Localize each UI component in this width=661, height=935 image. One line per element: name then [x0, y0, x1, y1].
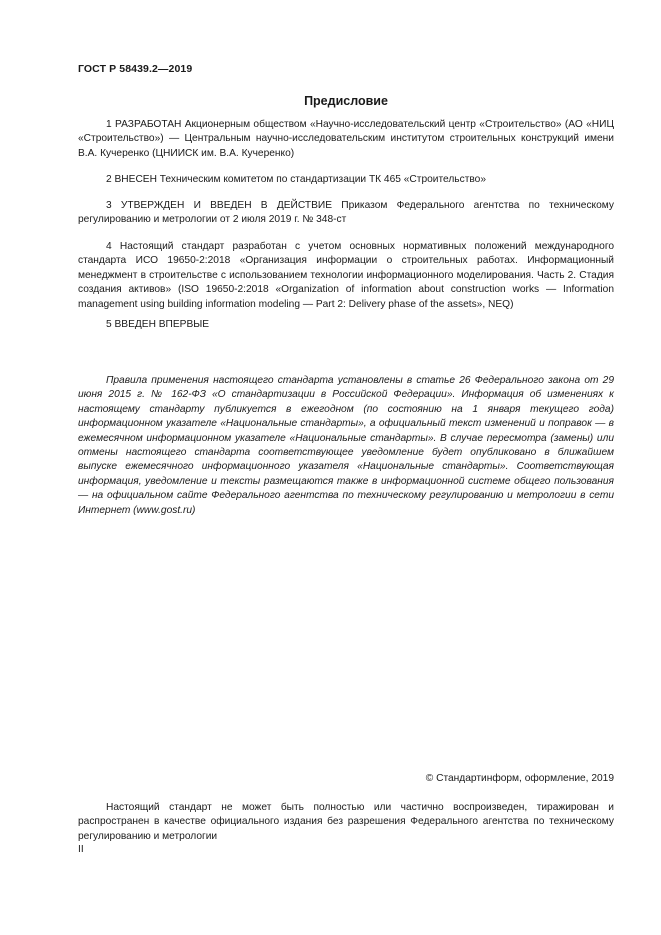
reproduction-notice: Настоящий стандарт не может быть полностью или частично воспроизведен, тиражирован и распространен в качестве официального издания без разрешения Федерального агентства по техническому регулированию и метрологии — [78, 802, 614, 842]
standard-code: ГОСТ Р 58439.2—2019 — [78, 63, 193, 75]
preface-title: Предисловие — [304, 94, 388, 108]
preface-item-1: 1 РАЗРАБОТАН Акционерным обществом «Научно-исследовательский центр «Строительство» (АО «НИЦ «Строительство») — Центральным научно-исследовательским институтом строительных конструкций имени В.А. Кучеренко (ЦНИИСК им. В.А. Кучеренко) — [78, 119, 614, 159]
page-number: II — [78, 844, 84, 855]
preface-item-4: 4 Настоящий стандарт разработан с учетом основных нормативных положений международного стандарта ИСО 19650-2:2018 «Организация информации о строительных работах. Информационный менеджмент в строительстве с использованием технологии информационного моделирования. Часть 2. Стадия создания активов» (ISO 19650-2:2018 «Organization of information about construction works — Information management using building information modeling — Part 2: Delivery phase of the assets», NEQ) — [78, 241, 614, 310]
preface-item-5: 5 ВВЕДЕН ВПЕРВЫЕ — [106, 319, 210, 330]
copyright-line: © Стандартинформ, оформление, 2019 — [425, 773, 614, 784]
preface-item-2: 2 ВНЕСЕН Техническим комитетом по стандартизации ТК 465 «Строительство» — [106, 174, 486, 185]
application-rules-notice: Правила применения настоящего стандарта установлены в статье 26 Федерального закона от 29 июня 2015 г. № 162-ФЗ «О стандартизации в Российской Федерации». Информация об изменениях к настоящему стандарту публикуется в ежегодном (по состоянию на 1 января текущего года) информационном указателе «Национальные стандарты», а официальный текст изменений и поправок — в ежемесячном информационном указателе «Национальные стандарты». В случае пересмотра (замены) или отмены настоящего стандарта соответствующее уведомление будет опубликовано в ближайшем выпуске ежемесячного информационного указателя «Национальные стандарты». Соответствующая информация, уведомление и тексты размещаются также в информационной системе общего пользования — на официальном сайте Федерального агентства по техническому регулированию и метрологии в сети Интернет (www.gost.ru) — [78, 375, 614, 516]
preface-item-3: 3 УТВЕРЖДЕН И ВВЕДЕН В ДЕЙСТВИЕ Приказом Федерального агентства по техническому регулированию и метрологии от 2 июля 2019 г. № 348-ст — [78, 200, 614, 226]
